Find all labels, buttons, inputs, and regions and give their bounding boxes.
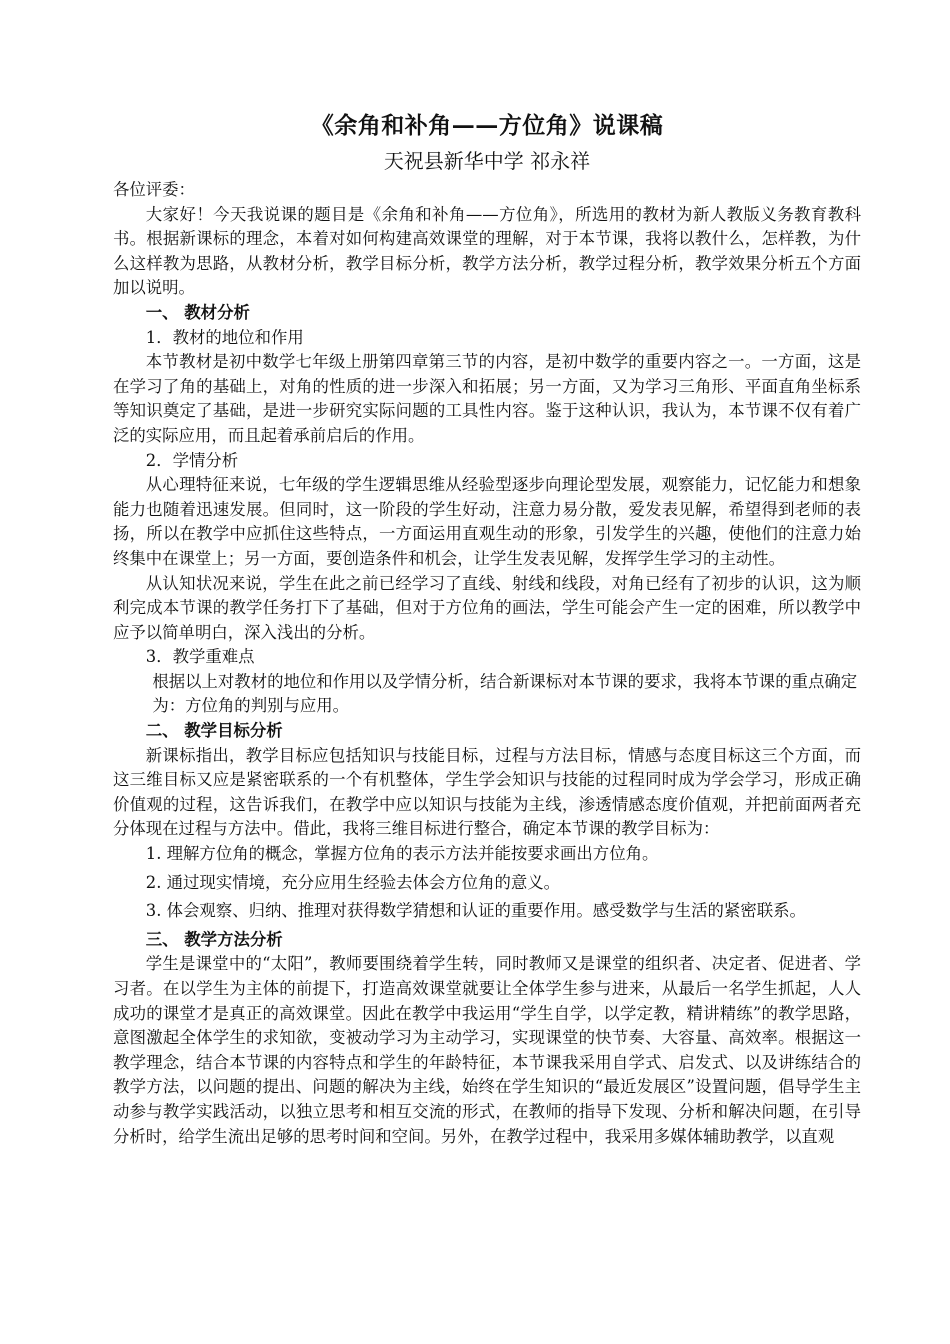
paragraph-goals-intro: 新课标指出，教学目标应包括知识与技能目标，过程与方法目标，情感与态度目标这三个方面，而这三维目标又应是紧密联系的一个有机整体，学生学会知识与技能的过程同时成为学会学习，形成正确价值观的过程，这告诉我们，在教学中应以知识与技能为主线，渗透情感态度价值观，并把前面两者充分体现在过程与方法中。借此，我将三维目标进行整合，确定本节课的教学目标为： xyxy=(113,745,861,839)
paragraph-cognition: 从认知状况来说，学生在此之前已经学习了直线、射线和线段，对角已经有了初步的认识，这为顺利完成本节课的教学任务打下了基础，但对于方位角的画法，学生可能会产生一定的困难，所以教学中应予以简单明白，深入浅出的分析。 xyxy=(113,573,861,642)
section-heading-teaching-goals: 二、 教学目标分析 xyxy=(145,721,283,741)
author-line: 天祝县新华中学 祁永祥 xyxy=(383,149,591,173)
section-heading-textbook-analysis: 一、 教材分析 xyxy=(145,302,250,322)
document-title: 《余角和补角——方位角》说课稿 xyxy=(310,112,664,139)
paragraph-psychology: 从心理特征来说，七年级的学生逻辑思维从经验型逐步向理论型发展，观察能力，记忆能力和想象能力也随着迅速发展。但同时，这一阶段的学生好动，注意力易分散，爱发表见解，希望得到老师的表扬，所以在教学中应抓住这些特点，一方面运用直观生动的形象，引发学生的兴趣，使他们的注意力始终集中在课堂上；另一方面，要创造条件和机会，让学生发表见解，发挥学生学习的主动性。 xyxy=(113,475,861,568)
goal-item-3: 3. 体会观察、归纳、推理对获得数学猜想和认证的重要作用。感受数学与生活的紧密联系。 xyxy=(145,901,806,921)
section-heading-teaching-methods: 三、 教学方法分析 xyxy=(145,929,283,949)
greeting: 各位评委： xyxy=(113,180,195,199)
goal-item-1: 1. 理解方位角的概念，掌握方位角的表示方法并能按要求画出方位角。 xyxy=(145,844,659,864)
intro-paragraph: 大家好！今天我说课的题目是《余角和补角——方位角》，所选用的教材为新人教版义务教育教科书。根据新课标的理念，本着对如何构建高效课堂的理解，对于本节课，我将以教什么，怎样教，为什么这样教为思路，从教材分析，教学目标分析，教学方法分析，教学过程分析，教学效果分析五个方面加以说明。 xyxy=(113,204,861,298)
subheading-position-role: 1．教材的地位和作用 xyxy=(145,327,304,347)
paragraph-methods: 学生是课堂中的“太阳”，教师要围绕着学生转，同时教师又是课堂的组织者、决定者、促进者、学习者。在以学生为主体的前提下，打造高效课堂就要让全体学生参与进来，从最后一名学生抓起，人人成功的课堂才是真正的高效课堂。因此在教学中我运用“学生自学，以学定教，精讲精练”的教学思路，意图激起全体学生的求知欲，变被动学习为主动学习，实现课堂的快节奏、大容量、高效率。根据这一教学理念，结合本节课的内容特点和学生的年龄特征，本节课我采用自学式、启发式、以及讲练结合的教学方法，以问题的提出、问题的解决为主线，始终在学生知识的“最近发展区”设置问题，倡导学生主动参与教学实践活动，以独立思考和相互交流的形式，在教师的指导下发现、分析和解决问题，在引导分析时，给学生流出足够的思考时间和空间。另外，在教学过程中，我采用多媒体辅助教学，以直观 xyxy=(113,954,861,1146)
subheading-key-difficult-points: 3．教学重难点 xyxy=(145,647,255,667)
document-page xyxy=(113,108,861,1149)
paragraph-position-role: 本节教材是初中数学七年级上册第四章第三节的内容，是初中数学的重要内容之一。一方面，这是在学习了角的基础上，对角的性质的进一步深入和拓展；另一方面，又为学习三角形、平面直角坐标系等知识奠定了基础，是进一步研究实际问题的工具性内容。鉴于这种认识，我认为，本节课不仅有着广泛的实际应用，而且起着承前启后的作用。 xyxy=(113,352,861,445)
goal-item-2: 2. 通过现实情境，充分应用生经验去体会方位角的意义。 xyxy=(145,872,561,892)
paragraph-key-points: 根据以上对教材的地位和作用以及学情分析，结合新课标对本节课的要求，我将本节课的重点确定为：方位角的判别与应用。 xyxy=(152,671,858,716)
subheading-student-analysis: 2．学情分析 xyxy=(145,450,239,470)
